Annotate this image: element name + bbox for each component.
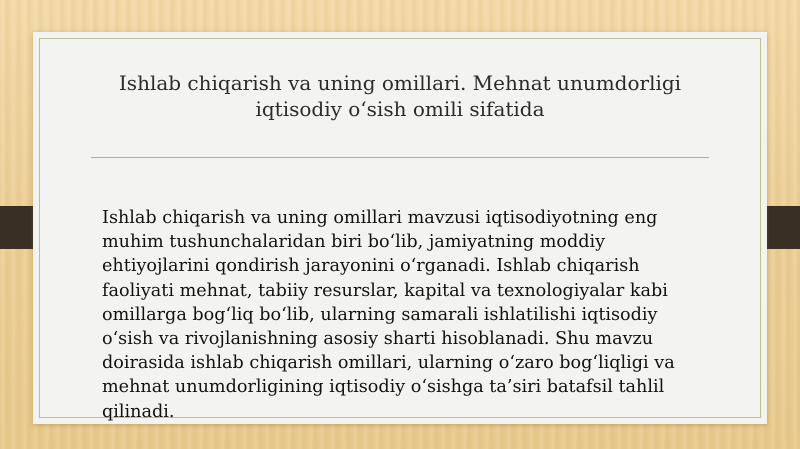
slide-title-line-1: Ishlab chiqarish va uning omillari. Mehnat unumdorligi <box>118 71 682 95</box>
title-divider <box>91 157 709 158</box>
slide-title-line-2: iqtisodiy o‘sish omili sifatida <box>255 97 545 121</box>
slide-title <box>80 70 720 122</box>
slide-body-text: Ishlab chiqarish va uning omillari mavzusi iqtisodiyotning eng muhim tushunchalaridan biri bo‘lib, jamiyatning moddiy ehtiyojlarini qondirish jarayonini o‘rganadi. Ishlab chiqarish faoliyati mehnat, tabiiy resurslar, kapital va texnologiyalar kabi omillarga bog‘liq bo‘lib, ularning samarali ishlatilishi iqtisodiy o‘sish va rivojlanishning asosiy sharti hisoblanadi. Shu mavzu doirasida ishlab chiqarish omillari, ularning o‘zaro bog‘liqligi va mehnat unumdorligining iqtisodiy o‘sishga ta’siri batafsil tahlil qilinadi. <box>102 208 675 422</box>
